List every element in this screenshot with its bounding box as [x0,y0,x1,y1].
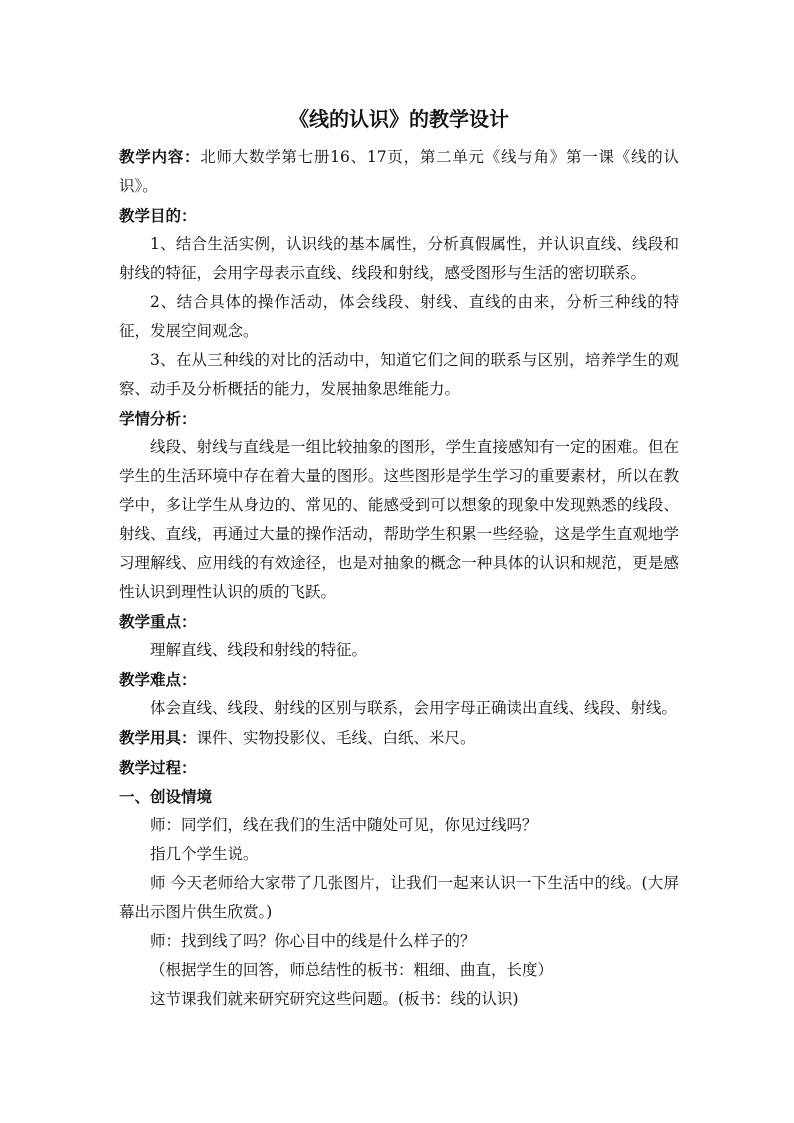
key-points-text: 理解直线、线段和射线的特征。 [150,641,368,659]
tools-label: 教学用具： [119,728,197,747]
tools-text: 课件、实物投影仪、毛线、白纸、米尺。 [196,729,476,747]
document-page [119,100,679,1014]
analysis-text: 线段、射线与直线是一组比较抽象的图形，学生直接感知有一定的困难。但在学生的生活环境中存在着大量的图形。这些图形是学生学习的重要素材，所以在教学中，多让学生从身边的、常见的、能感受到可以想象的现象中发现熟悉的线段、射线、直线，再通过大量的操作活动，帮助学生积累一些经验，这是学生直观地学习理解线、应用线的有效途径，也是对抽象的概念一种具体的认识和规范，更是感性认识到理性认识的质的飞跃。 [119,438,679,601]
document-title: 《线的认识》的教学设计 [289,107,509,131]
objective-item-3: 3、在从三种线的对比的活动中，知道它们之间的联系与区别，培养学生的观察、动手及分析概括的能力，发展抽象思维能力。 [119,351,679,398]
content-paragraph [119,142,679,201]
section-heading-1: 一、创设情境 [119,787,213,806]
process-line-3: 师 今天老师给大家带了几张图片，让我们一起来认识一下生活中的线。(大屏幕出示图片供生欣赏。) [119,874,679,921]
process-line-1: 师：同学们，线在我们的生活中随处可见，你见过线吗？ [150,816,538,834]
objective-item-1: 1、结合生活实例，认识线的基本属性，分析真假属性，并认识直线、线段和射线的特征，会用字母表示直线、线段和射线，感受图形与生活的密切联系。 [119,235,679,282]
difficulties-heading: 教学难点： [119,670,197,689]
objective-item-2: 2、结合具体的操作活动，体会线段、射线、直线的由来，分析三种线的特征，发展空间观念。 [119,293,679,340]
key-points-heading: 教学重点： [119,612,197,631]
analysis-heading: 学情分析： [119,409,197,428]
process-line-6: 这节课我们就来研究研究这些问题。(板书：线的认识) [150,990,519,1008]
process-line-5: （根据学生的回答，师总结性的板书：粗细、曲直，长度） [150,961,554,979]
process-line-4: 师：找到线了吗？你心目中的线是什么样子的？ [150,932,476,950]
content-label: 教学内容： [119,147,201,166]
process-line-2: 指几个学生说。 [150,845,259,863]
tools-paragraph [119,723,679,753]
content-text: 北师大数学第七册16、17页，第二单元《线与角》第一课《线的认识》。 [119,148,679,195]
difficulties-text: 体会直线、线段、射线的区别与联系，会用字母正确读出直线、线段、射线。 [150,699,678,717]
process-heading: 教学过程： [119,758,197,777]
objectives-heading: 教学目的： [119,206,197,225]
